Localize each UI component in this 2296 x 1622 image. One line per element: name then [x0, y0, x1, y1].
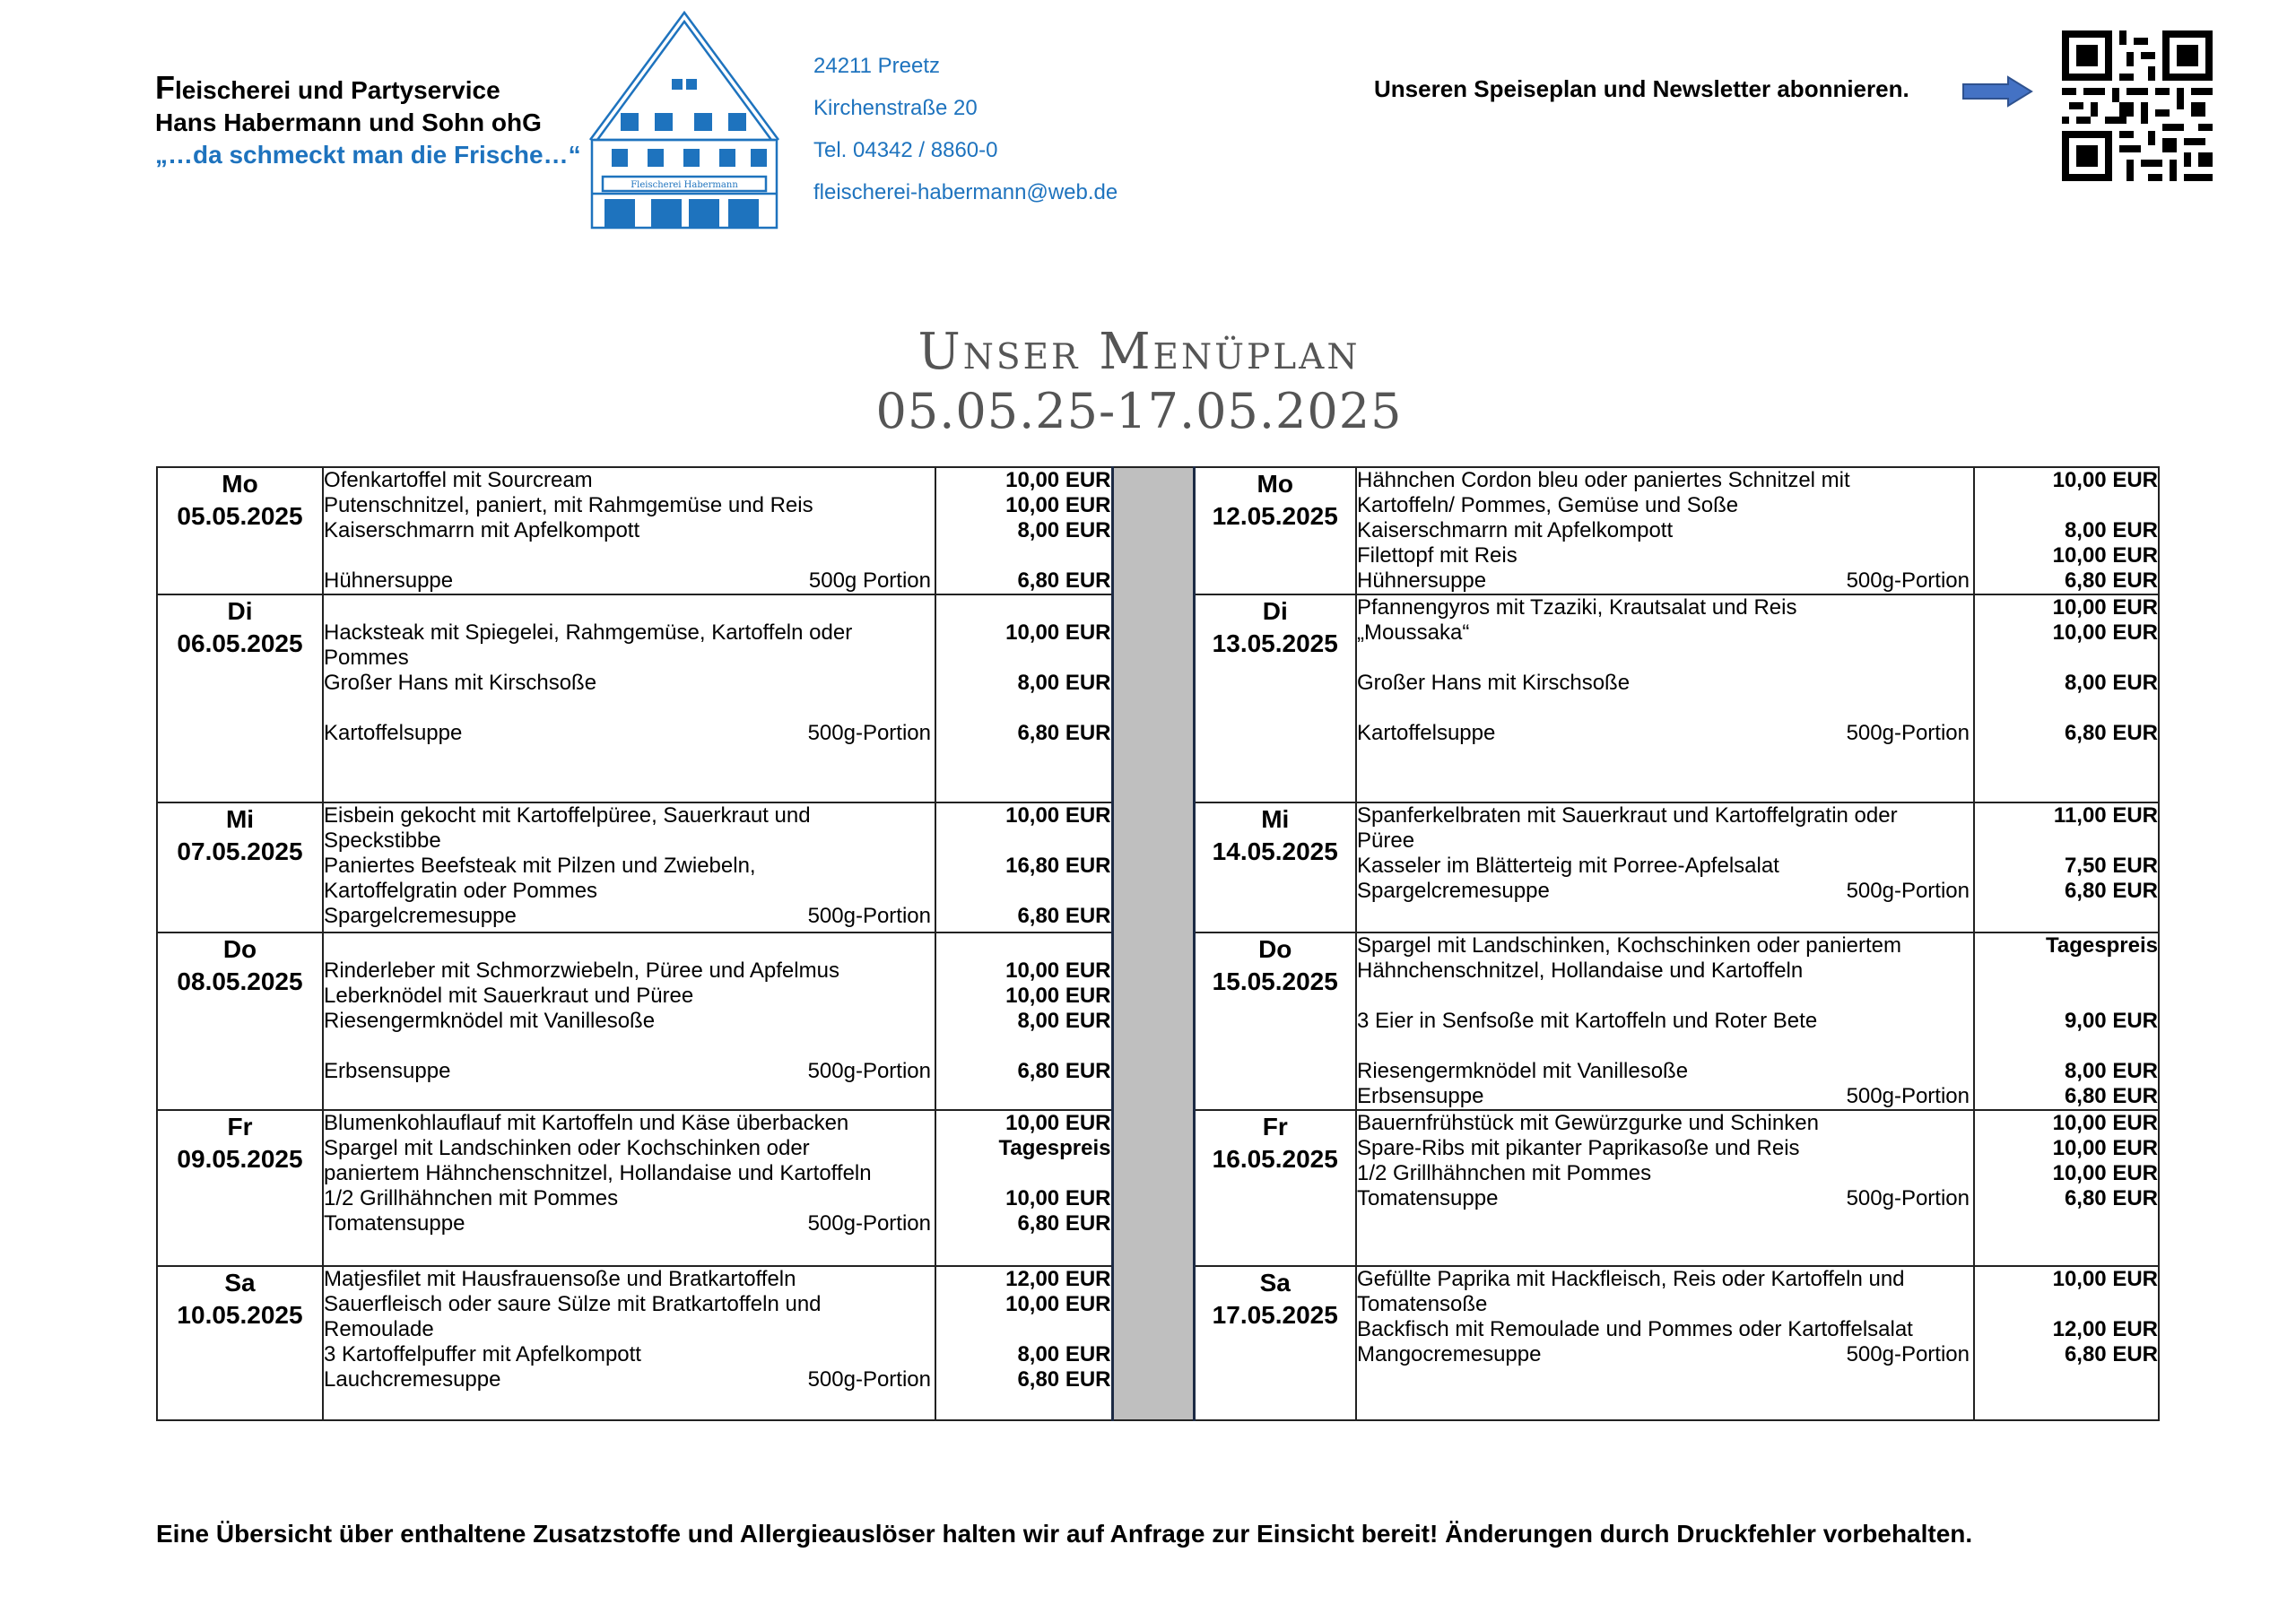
dish-line — [324, 1267, 935, 1292]
portion-size: 500g-Portion — [807, 1059, 931, 1083]
dish-name: Erbsensuppe — [1357, 1084, 1484, 1108]
weekday-label: Sa — [224, 1269, 256, 1297]
weekday-label: Mi — [225, 805, 255, 833]
dish-line — [1357, 933, 1973, 958]
dish-line — [324, 904, 935, 929]
menu-title-main: Unser Menüplan — [918, 323, 1361, 381]
dish-price — [936, 828, 1111, 854]
dish-name: Spanferkelbraten mit Sauerkraut und Kartoffelgratin oder — [1357, 803, 1898, 828]
dish-price — [936, 1317, 1111, 1342]
portion-size: 500g-Portion — [807, 904, 931, 928]
week-divider — [1112, 802, 1194, 932]
dish-name: Lauchcremesuppe — [324, 1367, 501, 1392]
dish-name: Kartoffelsuppe — [1357, 721, 1496, 745]
dish-name: Kartoffeln/ Pommes, Gemüse und Soße — [1357, 493, 1739, 517]
dish-name: Püree — [1357, 828, 1415, 853]
dish-line — [324, 721, 935, 746]
dish-name: Pommes — [324, 646, 409, 670]
dish-line — [324, 646, 935, 671]
dish-price — [1975, 958, 2158, 984]
weekday-label: Di — [1262, 597, 1288, 625]
menu-title-dates: 05.05.25-17.05.2025 — [875, 383, 1403, 439]
dish-name: Spargelcremesuppe — [1357, 879, 1550, 903]
dish-price — [936, 696, 1111, 721]
weekday-label: Mo — [222, 470, 258, 498]
dish-line — [1357, 958, 1973, 984]
company-owner: Hans Habermann und Sohn ohG — [155, 108, 542, 136]
portion-size: 500g-Portion — [807, 1211, 931, 1236]
day-cell — [1194, 802, 1356, 932]
menu-table — [156, 466, 2160, 1421]
dish-price: 10,00 EUR — [2052, 1136, 2158, 1160]
dish-price — [1975, 1034, 2158, 1059]
menu-row — [157, 802, 2159, 932]
dish-line — [1357, 721, 1973, 746]
portion-size: 500g Portion — [808, 568, 931, 593]
dish-line — [1357, 468, 1973, 493]
dish-line — [1357, 1034, 1973, 1059]
prices-cell — [1974, 467, 2159, 594]
dishes-cell — [1356, 1110, 1974, 1266]
dish-line — [324, 543, 935, 568]
dish-name: Spare-Ribs mit pikanter Paprikasoße und Reis — [1357, 1136, 1800, 1160]
portion-size: 500g-Portion — [1846, 1084, 1970, 1108]
dish-line — [1357, 879, 1973, 904]
dish-line — [324, 493, 935, 518]
dish-line — [324, 1292, 935, 1317]
dish-price — [936, 933, 1111, 958]
date-label: 08.05.2025 — [177, 967, 303, 995]
dish-line — [324, 1009, 935, 1034]
dish-price: 8,00 EUR — [1017, 1009, 1111, 1033]
dish-price — [1975, 984, 2158, 1009]
dish-line — [324, 1136, 935, 1161]
dish-name: Großer Hans mit Kirschsoße — [1357, 671, 1631, 695]
day-cell — [1194, 594, 1356, 802]
date-label: 10.05.2025 — [177, 1301, 303, 1329]
dish-price: 16,80 EUR — [1005, 854, 1111, 878]
dish-line — [324, 468, 935, 493]
dishes-cell — [1356, 467, 1974, 594]
date-label: 14.05.2025 — [1212, 837, 1338, 865]
dish-price: 6,80 EUR — [2064, 1084, 2158, 1108]
dish-price: 12,00 EUR — [2052, 1317, 2158, 1341]
dish-name: Bauernfrühstück mit Gewürzgurke und Schinken — [1357, 1111, 1819, 1135]
dish-name: Sauerfleisch oder saure Sülze mit Bratkartoffeln und — [324, 1292, 822, 1316]
dish-line — [324, 1367, 935, 1392]
portion-size: 500g-Portion — [1846, 1342, 1970, 1366]
dish-price — [1975, 696, 2158, 721]
date-label: 17.05.2025 — [1212, 1301, 1338, 1329]
dish-price: 10,00 EUR — [1005, 984, 1111, 1008]
dish-price — [936, 595, 1111, 620]
dish-name: 3 Kartoffelpuffer mit Apfelkompott — [324, 1342, 641, 1366]
dish-price: 6,80 EUR — [1017, 1367, 1111, 1392]
menu-row — [157, 1110, 2159, 1266]
prices-cell — [935, 1266, 1112, 1420]
dish-price: 12,00 EUR — [1005, 1267, 1111, 1291]
dishes-cell — [323, 594, 935, 802]
dish-name: Putenschnitzel, paniert, mit Rahmgemüse und Reis — [324, 493, 813, 517]
date-label: 07.05.2025 — [177, 837, 303, 865]
weekday-label: Do — [1258, 935, 1292, 963]
date-label: 16.05.2025 — [1212, 1145, 1338, 1173]
dish-line — [1357, 620, 1973, 646]
dish-line — [324, 879, 935, 904]
dish-line — [1357, 1111, 1973, 1136]
dish-price: 10,00 EUR — [1005, 1111, 1111, 1135]
dish-name: Pfannengyros mit Tzaziki, Krautsalat und Reis — [1357, 595, 1797, 620]
dish-price — [936, 879, 1111, 904]
dish-name: Gefüllte Paprika mit Hackfleisch, Reis oder Kartoffeln und — [1357, 1267, 1905, 1291]
dish-name: Erbsensuppe — [324, 1059, 451, 1083]
dish-name: 1/2 Grillhähnchen mit Pommes — [324, 1186, 619, 1210]
dish-name: Großer Hans mit Kirschsoße — [324, 671, 597, 695]
dish-name: Hähnchenschnitzel, Hollandaise und Kartoffeln — [1357, 958, 1804, 983]
dish-line — [324, 803, 935, 828]
dish-price: 10,00 EUR — [2052, 1161, 2158, 1185]
day-cell — [157, 802, 323, 932]
company-block — [155, 69, 581, 171]
dishes-cell — [323, 1110, 935, 1266]
dish-name: Speckstibbe — [324, 828, 441, 853]
address-phone: Tel. 04342 / 8860-0 — [813, 138, 998, 162]
weekday-label: Do — [222, 935, 257, 963]
dish-name: paniertem Hähnchenschnitzel, Hollandaise und Kartoffeln — [324, 1161, 872, 1185]
dish-line — [1357, 1292, 1973, 1317]
portion-size: 500g-Portion — [807, 1367, 931, 1392]
day-cell — [157, 1266, 323, 1420]
portion-size: 500g-Portion — [1846, 1186, 1970, 1210]
weekday-label: Fr — [227, 1113, 253, 1141]
week-divider — [1112, 932, 1194, 1110]
prices-cell — [1974, 1266, 2159, 1420]
dish-line — [1357, 646, 1973, 671]
dish-line — [324, 1034, 935, 1059]
allergy-notice: Eine Übersicht über enthaltene Zusatzstoffe und Allergieauslöser halten wir auf Anfrage zur Einsicht bereit! Änderungen durch Druckfehler vorbehalten. — [156, 1520, 1973, 1548]
dish-line — [1357, 1161, 1973, 1186]
menu-title — [0, 323, 2278, 441]
dish-price: 6,80 EUR — [1017, 1059, 1111, 1083]
dish-name: Riesengermknödel mit Vanillesoße — [324, 1009, 656, 1033]
address-city: 24211 Preetz — [813, 54, 940, 78]
weekday-label: Mo — [1257, 470, 1293, 498]
shop-house-logo — [585, 5, 784, 231]
portion-size: 500g-Portion — [1846, 568, 1970, 593]
dishes-cell — [1356, 802, 1974, 932]
prices-cell — [935, 932, 1112, 1110]
dish-line — [1357, 1059, 1973, 1084]
weekday-label: Mi — [1261, 805, 1290, 833]
dish-line — [324, 1317, 935, 1342]
dish-line — [1357, 1342, 1973, 1367]
dish-name: Tomatensoße — [1357, 1292, 1488, 1316]
dishes-cell — [323, 802, 935, 932]
arrow-right-icon — [1961, 75, 2033, 108]
dish-price: Tagespreis — [2046, 933, 2158, 958]
dish-price: 10,00 EUR — [2052, 468, 2158, 492]
dish-name: Paniertes Beefsteak mit Pilzen und Zwiebeln, — [324, 854, 756, 878]
dish-name: 3 Eier in Senfsoße mit Kartoffeln und Roter Bete — [1357, 1009, 1818, 1033]
dish-name: Remoulade — [324, 1317, 434, 1341]
dish-line — [1357, 595, 1973, 620]
dish-name: Rinderleber mit Schmorzwiebeln, Püree und Apfelmus — [324, 958, 839, 983]
portion-size: 500g-Portion — [807, 721, 931, 745]
dish-line — [1357, 568, 1973, 594]
dishes-cell — [1356, 932, 1974, 1110]
menu-row — [157, 594, 2159, 802]
dish-line — [1357, 984, 1973, 1009]
dish-name: 1/2 Grillhähnchen mit Pommes — [1357, 1161, 1652, 1185]
dish-price: 8,00 EUR — [2064, 671, 2158, 695]
menu-table-body — [157, 467, 2159, 1420]
dish-line — [324, 1186, 935, 1211]
dish-line — [1357, 1186, 1973, 1211]
dish-price: 10,00 EUR — [2052, 1267, 2158, 1291]
dish-price: 10,00 EUR — [2052, 595, 2158, 620]
dish-line — [324, 854, 935, 879]
company-slogan: „…da schmeckt man die Frische…“ — [155, 141, 581, 169]
address-email[interactable]: fleischerei-habermann@web.de — [813, 180, 1118, 204]
dish-price: 8,00 EUR — [1017, 518, 1111, 542]
dish-name: Hacksteak mit Spiegelei, Rahmgemüse, Kartoffeln oder — [324, 620, 853, 645]
date-label: 15.05.2025 — [1212, 967, 1338, 995]
day-cell — [1194, 1266, 1356, 1420]
day-cell — [1194, 932, 1356, 1110]
dish-price: 8,00 EUR — [1017, 671, 1111, 695]
dish-name: Tomatensuppe — [1357, 1186, 1499, 1210]
dish-line — [324, 1342, 935, 1367]
dish-price: 10,00 EUR — [1005, 1186, 1111, 1210]
prices-cell — [1974, 594, 2159, 802]
dish-name: Hühnersuppe — [324, 568, 454, 593]
dish-price — [1975, 646, 2158, 671]
dish-line — [1357, 828, 1973, 854]
prices-cell — [1974, 802, 2159, 932]
dish-price: 10,00 EUR — [1005, 803, 1111, 828]
date-label: 12.05.2025 — [1212, 502, 1338, 530]
dish-line — [324, 1211, 935, 1236]
prices-cell — [1974, 1110, 2159, 1266]
dish-line — [324, 568, 935, 594]
weekday-label: Di — [227, 597, 253, 625]
dish-price: 10,00 EUR — [1005, 468, 1111, 492]
dish-name: Riesengermknödel mit Vanillesoße — [1357, 1059, 1689, 1083]
week-divider — [1112, 1266, 1194, 1420]
weekday-label: Sa — [1259, 1269, 1291, 1297]
dish-price — [936, 646, 1111, 671]
dish-name: Matjesfilet mit Hausfrauensoße und Bratkartoffeln — [324, 1267, 796, 1291]
dish-price — [936, 1161, 1111, 1186]
dish-name: Kartoffelsuppe — [324, 721, 463, 745]
dish-name: Eisbein gekocht mit Kartoffelpüree, Sauerkraut und — [324, 803, 811, 828]
prices-cell — [935, 1110, 1112, 1266]
dish-name: Ofenkartoffel mit Sourcream — [324, 468, 593, 492]
date-label: 13.05.2025 — [1212, 629, 1338, 657]
dish-price: 6,80 EUR — [2064, 568, 2158, 593]
dish-name: Kaiserschmarrn mit Apfelkompott — [324, 518, 640, 542]
week-divider — [1112, 594, 1194, 802]
dish-price: 8,00 EUR — [1017, 1342, 1111, 1366]
logo-sign-text: Fleischerei Habermann — [631, 180, 738, 190]
dish-line — [1357, 1136, 1973, 1161]
dish-name: Filettopf mit Reis — [1357, 543, 1518, 568]
prices-cell — [935, 594, 1112, 802]
dish-price — [936, 1034, 1111, 1059]
day-cell — [157, 1110, 323, 1266]
dish-name: Backfisch mit Remoulade und Pommes oder Kartoffelsalat — [1357, 1317, 1913, 1341]
menu-row — [157, 467, 2159, 594]
dish-price: 10,00 EUR — [2052, 1111, 2158, 1135]
dish-name: Spargel mit Landschinken, Kochschinken oder paniertem — [1357, 933, 1902, 958]
prices-cell — [1974, 932, 2159, 1110]
dish-name: Kartoffelgratin oder Pommes — [324, 879, 598, 903]
dish-line — [324, 933, 935, 958]
dishes-cell — [1356, 1266, 1974, 1420]
dish-price: 10,00 EUR — [1005, 493, 1111, 517]
newsletter-text: Unseren Speiseplan und Newsletter abonnieren. — [1374, 75, 1909, 102]
address-street: Kirchenstraße 20 — [813, 96, 978, 120]
dish-line — [324, 595, 935, 620]
dish-name: Leberknödel mit Sauerkraut und Püree — [324, 984, 694, 1008]
dish-price: 11,00 EUR — [2053, 803, 2158, 828]
dish-price: 6,80 EUR — [1017, 1211, 1111, 1236]
dish-price: 10,00 EUR — [1005, 620, 1111, 645]
date-label: 05.05.2025 — [177, 502, 303, 530]
dish-line — [1357, 493, 1973, 518]
dish-line — [324, 620, 935, 646]
dish-line — [324, 671, 935, 696]
dish-price — [936, 543, 1111, 568]
dish-name: Mangocremesuppe — [1357, 1342, 1542, 1366]
dish-price: Tagespreis — [998, 1136, 1111, 1160]
date-label: 06.05.2025 — [177, 629, 303, 657]
dish-price — [1975, 828, 2158, 854]
dish-name: Spargelcremesuppe — [324, 904, 517, 928]
dish-price: 8,00 EUR — [2064, 1059, 2158, 1083]
menu-row — [157, 932, 2159, 1110]
dish-line — [1357, 1317, 1973, 1342]
dish-price — [1975, 493, 2158, 518]
dish-line — [1357, 543, 1973, 568]
dish-line — [1357, 1084, 1973, 1109]
dish-name: Spargel mit Landschinken oder Kochschinken oder — [324, 1136, 810, 1160]
day-cell — [157, 932, 323, 1110]
dish-price: 10,00 EUR — [2052, 543, 2158, 568]
portion-size: 500g-Portion — [1846, 879, 1970, 903]
dish-line — [324, 1111, 935, 1136]
dish-line — [1357, 803, 1973, 828]
date-label: 09.05.2025 — [177, 1145, 303, 1173]
dish-price: 6,80 EUR — [2064, 1186, 2158, 1210]
day-cell — [157, 467, 323, 594]
dish-line — [1357, 1009, 1973, 1034]
dish-price: 6,80 EUR — [1017, 904, 1111, 928]
dish-line — [1357, 854, 1973, 879]
dish-line — [324, 1059, 935, 1084]
dish-price: 10,00 EUR — [1005, 958, 1111, 983]
week-divider — [1112, 467, 1194, 594]
day-cell — [1194, 467, 1356, 594]
dish-name: Hühnersuppe — [1357, 568, 1487, 593]
prices-cell — [935, 467, 1112, 594]
dish-price: 6,80 EUR — [1017, 568, 1111, 593]
dish-name: „Moussaka“ — [1357, 620, 1470, 645]
qr-code-icon[interactable] — [2061, 30, 2213, 181]
week-divider — [1112, 1110, 1194, 1266]
prices-cell — [935, 802, 1112, 932]
dish-line — [324, 828, 935, 854]
dish-line — [1357, 518, 1973, 543]
dish-line — [324, 984, 935, 1009]
portion-size: 500g-Portion — [1846, 721, 1970, 745]
dish-price: 6,80 EUR — [2064, 879, 2158, 903]
dish-line — [1357, 1267, 1973, 1292]
dish-line — [1357, 696, 1973, 721]
dish-name: Tomatensuppe — [324, 1211, 465, 1236]
dishes-cell — [1356, 594, 1974, 802]
dish-name: Blumenkohlauflauf mit Kartoffeln und Käse überbacken — [324, 1111, 849, 1135]
dish-line — [324, 1161, 935, 1186]
dishes-cell — [323, 1266, 935, 1420]
dish-price: 6,80 EUR — [1017, 721, 1111, 745]
dishes-cell — [323, 467, 935, 594]
weekday-label: Fr — [1262, 1113, 1288, 1141]
dish-price: 7,50 EUR — [2064, 854, 2158, 878]
dish-price: 9,00 EUR — [2064, 1009, 2158, 1033]
dishes-cell — [323, 932, 935, 1110]
menu-row — [157, 1266, 2159, 1420]
dish-line — [324, 696, 935, 721]
dish-line — [1357, 671, 1973, 696]
dish-price: 10,00 EUR — [1005, 1292, 1111, 1316]
dish-name: Hähnchen Cordon bleu oder paniertes Schnitzel mit — [1357, 468, 1850, 492]
address-block — [813, 50, 1118, 219]
day-cell — [157, 594, 323, 802]
dish-name: Kasseler im Blätterteig mit Porree-Apfelsalat — [1357, 854, 1779, 878]
dish-price: 10,00 EUR — [2052, 620, 2158, 645]
dish-price: 6,80 EUR — [2064, 1342, 2158, 1366]
dish-line — [324, 518, 935, 543]
dish-line — [324, 958, 935, 984]
dish-price: 8,00 EUR — [2064, 518, 2158, 542]
dish-name: Kaiserschmarrn mit Apfelkompott — [1357, 518, 1674, 542]
dish-price — [1975, 1292, 2158, 1317]
day-cell — [1194, 1110, 1356, 1266]
company-name: Fleischerei und Partyservice — [155, 69, 500, 106]
dish-price: 6,80 EUR — [2064, 721, 2158, 745]
